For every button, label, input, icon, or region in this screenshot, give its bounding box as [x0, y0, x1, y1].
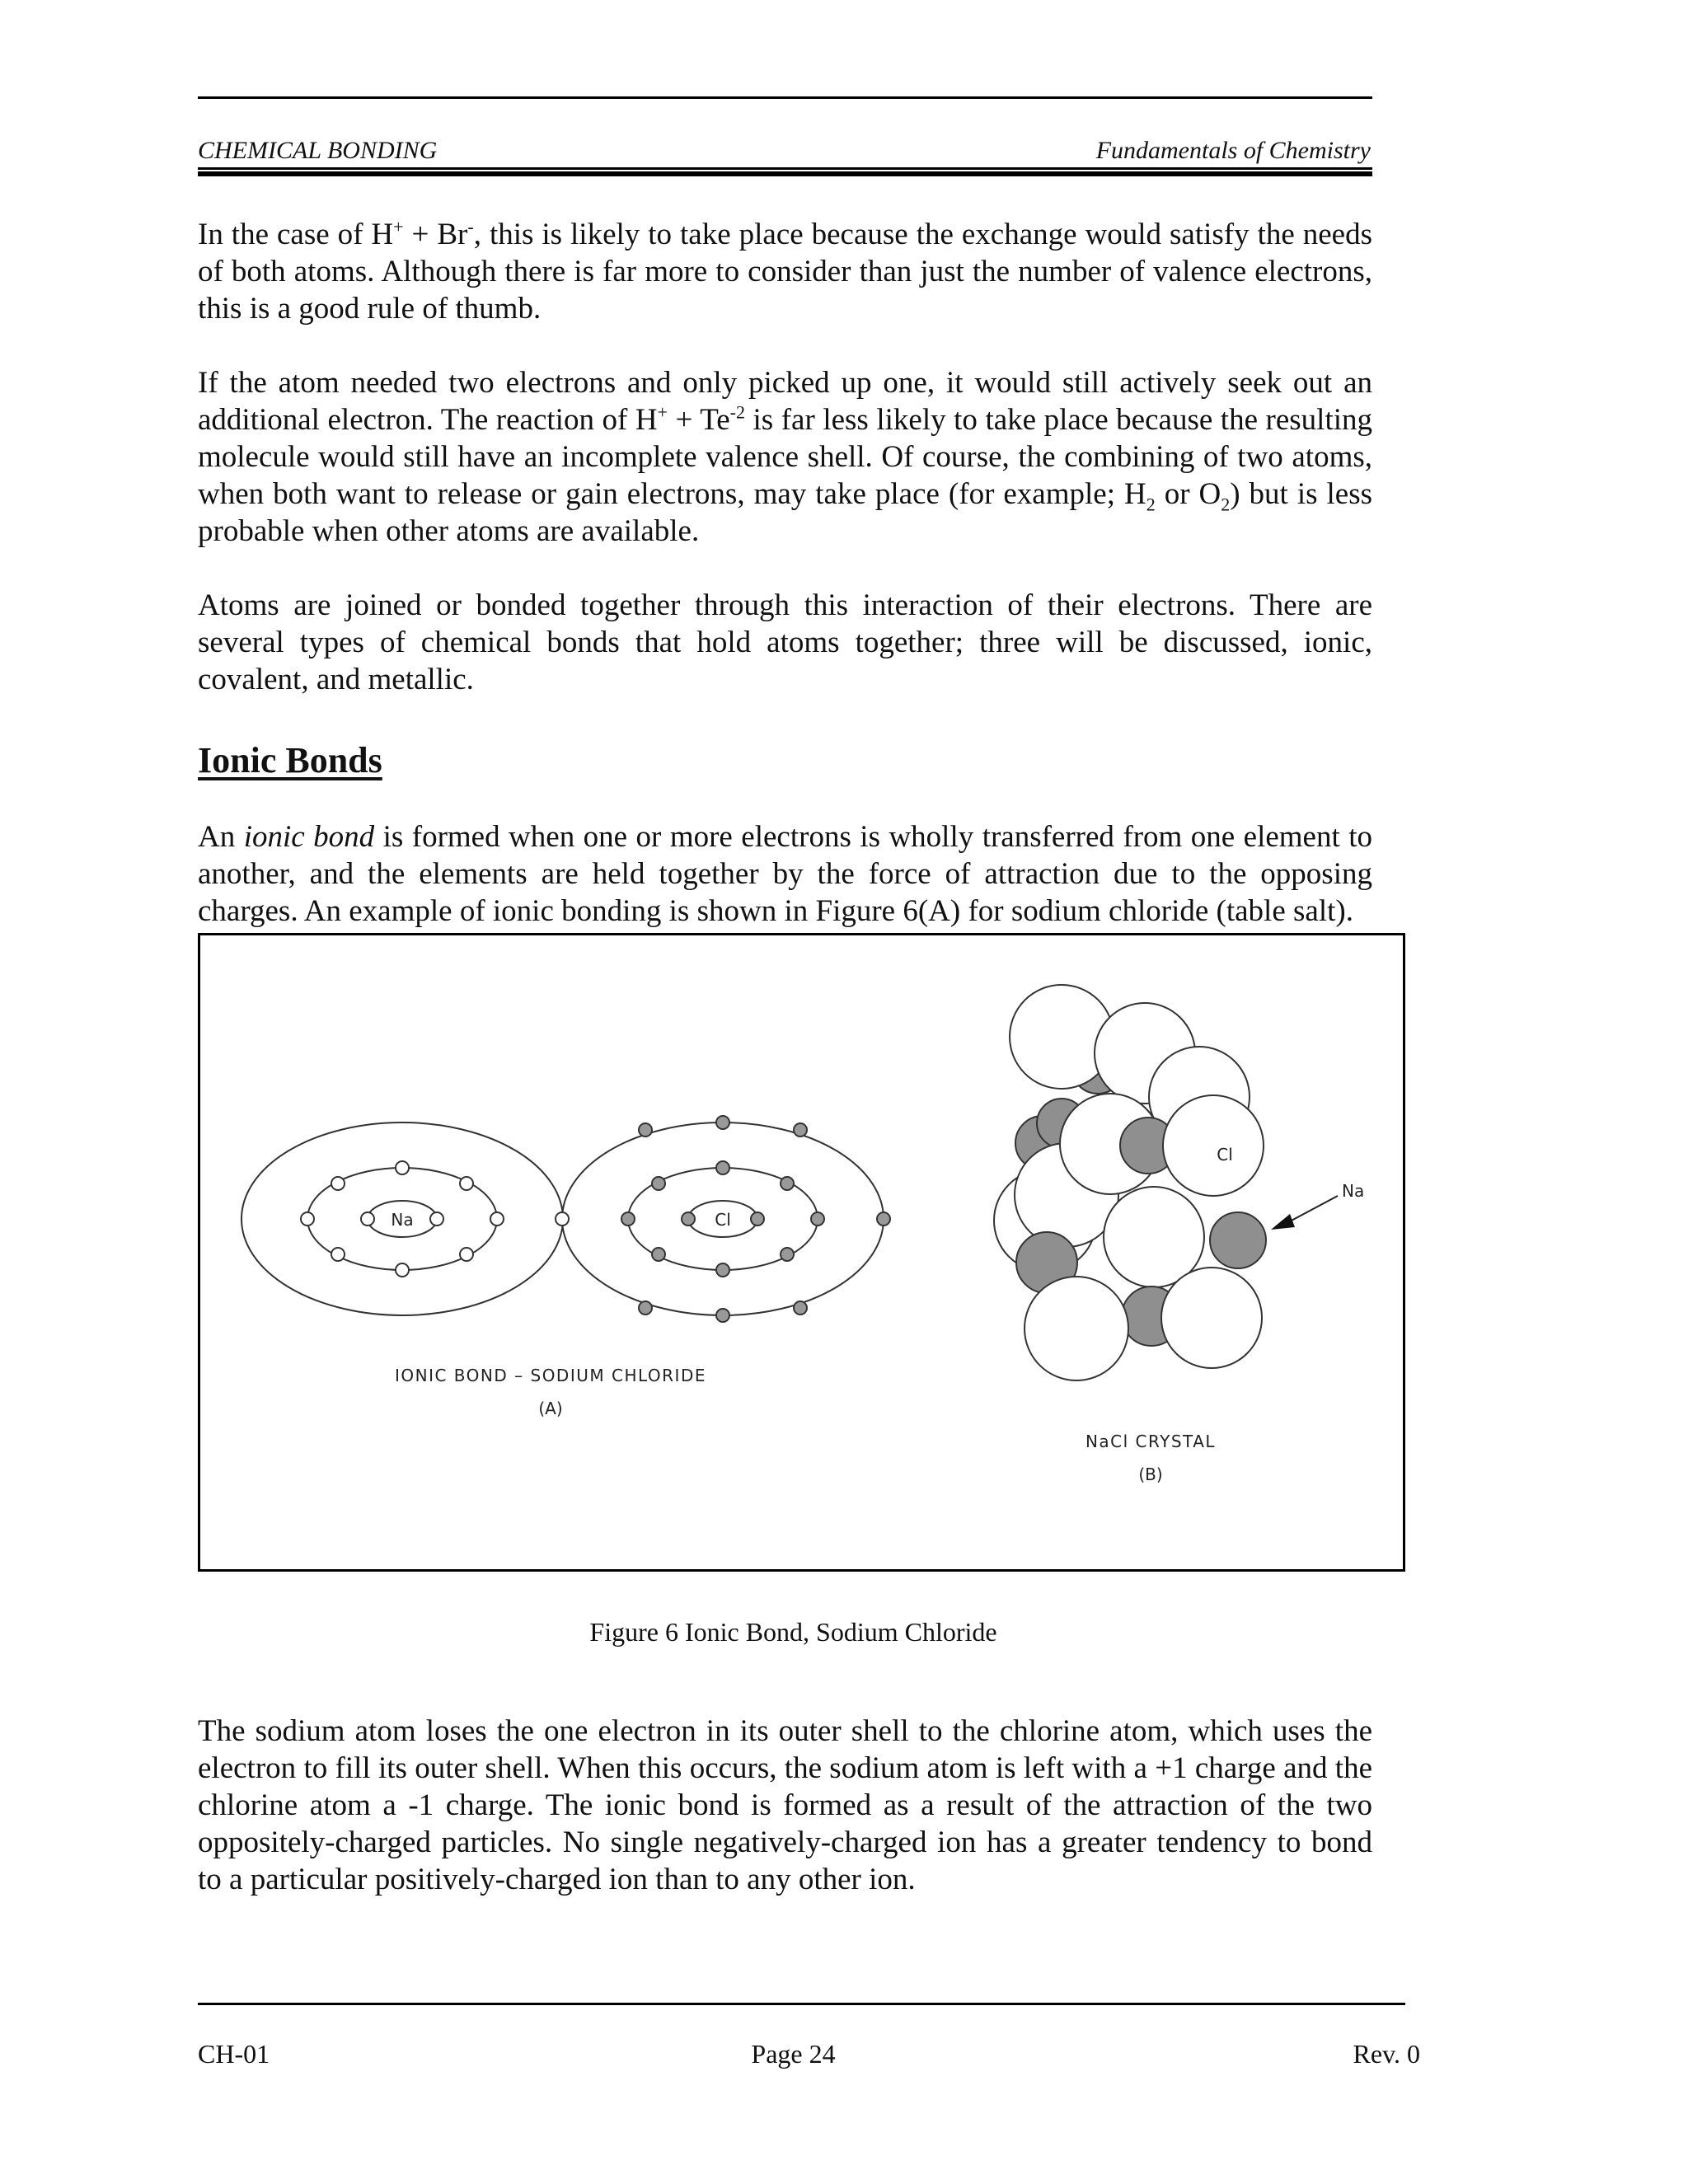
cl-electron: [751, 1212, 764, 1226]
cl-electron: [716, 1161, 729, 1174]
cl-electron: [621, 1212, 635, 1226]
paragraph-2: If the atom needed two electrons and only picked up one, it would still actively seek out an additional electron. The reaction of $H^+ + Te^{-2}$ is far less likely to take place because the resulting molecule would still have an incomplete valence shell. Of course, the combining of two atoms, when both want to release or gain electrons, may take place (for example; $H_2$ or $O_2$) but is less probable when other atoms are available.: [198, 366, 1373, 548]
na-electron: [361, 1212, 374, 1226]
cl-electron: [716, 1263, 729, 1277]
cl-electron: [781, 1248, 794, 1261]
na-electron: [490, 1212, 504, 1226]
figure-6-box: [198, 933, 1405, 1572]
cl-electron: [682, 1212, 695, 1226]
na-electron: [396, 1161, 409, 1174]
na-electron: [301, 1212, 314, 1226]
na-electron: [430, 1212, 443, 1226]
cl-electron: [794, 1123, 807, 1137]
paragraph-4: An ionic bond is formed when one or more electrons is wholly transferred from one element to another, and the elements are held together by the force of attraction due to the opposing charges. An example of ionic bonding is shown in Figure 6(A) for sodium chloride (table salt).: [198, 820, 1372, 928]
footer-revision: Rev. 0: [1353, 2039, 1420, 2069]
caption-a-tag: (A): [538, 1399, 563, 1418]
section-heading-ionic-bonds: Ionic Bonds: [198, 740, 382, 780]
cl-electron: [794, 1301, 807, 1315]
cl-ion: [1163, 1095, 1264, 1196]
footer-left: CH-01: [198, 2039, 270, 2069]
transferred-electron: [556, 1212, 569, 1226]
cl-label: Cl: [715, 1210, 731, 1230]
crystal-cl-label: Cl: [1217, 1145, 1233, 1165]
caption-a-title: IONIC BOND – SODIUM CHLORIDE: [394, 1366, 707, 1385]
na-label: Na: [391, 1210, 414, 1230]
caption-b-title: NaCl CRYSTAL: [1085, 1432, 1217, 1451]
cl-electron: [652, 1248, 665, 1261]
header-top-rule: [198, 96, 1372, 99]
na-electron: [460, 1177, 473, 1190]
header-bottom-rule: [198, 167, 1372, 170]
cl-electron: [639, 1301, 652, 1315]
header-bottom-rule-thick: [198, 171, 1372, 176]
na-electron: [460, 1248, 473, 1261]
paragraph-1: In the case of H+ + Br-, this is likely to take place because the exchange would satisfy the needs of both atoms. Although there is far more to consider than just the number of valence electrons, this is a good rule of thumb.: [198, 216, 1373, 326]
cl-electron: [639, 1123, 652, 1137]
cl-ion: [1161, 1268, 1262, 1368]
cl-ion: [1025, 1277, 1128, 1380]
na-electron: [331, 1248, 345, 1261]
caption-b-tag: (B): [1138, 1465, 1163, 1484]
footer-rule: [198, 2003, 1405, 2005]
cl-electron: [652, 1177, 665, 1190]
na-electron: [331, 1177, 345, 1190]
crystal-na-label: Na: [1342, 1181, 1365, 1201]
header-right-title: Fundamentals of Chemistry: [1095, 137, 1371, 164]
cl-electron: [781, 1177, 794, 1190]
cl-electron: [716, 1116, 729, 1129]
cl-electron: [811, 1212, 824, 1226]
cl-electron: [877, 1212, 890, 1226]
paragraph-3: Atoms are joined or bonded together through this interaction of their electrons. There are several types of chemical bonds that hold atoms together; three will be discussed, ionic, covalent, and metallic.: [198, 588, 1372, 696]
footer-page-number: Page 24: [751, 2039, 836, 2069]
crystal-na-arrow: [1288, 1196, 1338, 1222]
na-electron: [396, 1263, 409, 1277]
header-left-title: CHEMICAL BONDING: [198, 137, 438, 164]
cl-electron: [716, 1309, 729, 1322]
crystal-na-arrowhead: [1271, 1214, 1295, 1230]
na-ion: [1210, 1212, 1266, 1268]
figure-caption: Figure 6 Ionic Bond, Sodium Chloride: [589, 1617, 997, 1647]
figure-6-diagram: [200, 935, 1403, 1569]
paragraph-5: The sodium atom loses the one electron in its outer shell to the chlorine atom, which uses the electron to fill its outer shell. When this occurs, the sodium atom is left with a +1 charge and the chlorine atom a -1 charge. The ionic bond is formed as a result of the attraction of the two oppositely-charged particles. No single negatively-charged ion has a greater tendency to bond to a particular positively-charged ion than to any other ion.: [198, 1714, 1372, 1896]
